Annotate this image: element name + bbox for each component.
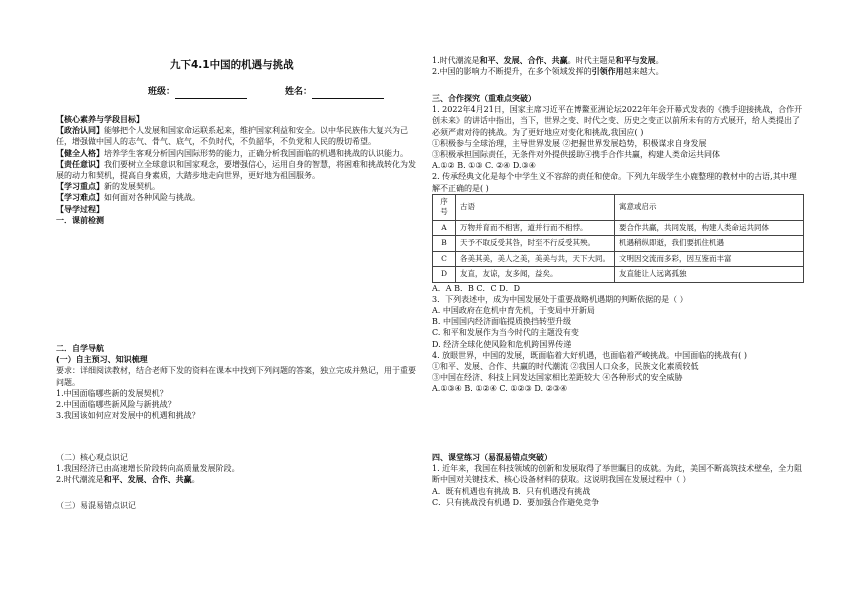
name-label: 姓名： bbox=[285, 87, 313, 97]
preview-heading: (一）自主预习、知识梳理 bbox=[56, 355, 148, 365]
goals-heading: 【核心素养与学段目标】 bbox=[56, 115, 144, 124]
coop-heading: 三、合作探究（重难点突破） bbox=[432, 94, 536, 103]
core-point-1: 1.我国经济已由高速增长阶段转向高质量发展阶段。 bbox=[56, 464, 240, 474]
q1-options-2: ③积极承担国际责任，无条件对外提供援助④携手合作共赢，构建人类命运共同体 bbox=[432, 149, 720, 159]
preview-question-1: 1.中国面临哪些新的发展契机？ bbox=[56, 388, 168, 398]
q1-options-1: ①积极参与全球治理，主导世界发展 ②把握世界发展趋势，积极谋求自身发展 bbox=[432, 138, 707, 148]
goal-personality: 【健全人格】培养学生客观分析国内国际形势的能力，正确分析我国面临的机遇和挑战的认识能力。 bbox=[56, 147, 408, 158]
q3-option-c: C. 和平和发展作为当今时代的主题没有变 bbox=[432, 328, 579, 338]
class-field[interactable] bbox=[175, 89, 247, 99]
class-name-bar bbox=[148, 86, 422, 99]
q3-option-d: D. 经济全球化使风险和危机跨国界传递 bbox=[432, 339, 572, 349]
q1-choices: A.①② B. ①③ C. ②④ D.③④ bbox=[432, 161, 536, 171]
core-section bbox=[56, 452, 421, 486]
p1-line-1: A．既有机遇也有挑战 B．只有机遇没有挑战 bbox=[432, 486, 591, 496]
process-heading: 【导学过程】 bbox=[56, 204, 104, 214]
q4-line-1: ①和平、发展、合作、共赢的时代潮流 ②我国人口众多，民族文化素质较低 bbox=[432, 362, 699, 371]
table-header: 序号 古语 寓意或启示 bbox=[433, 194, 804, 220]
confuse-point-2: 2.中国的影响力不断提升，在多个领域发挥的引领作用越来越大。 bbox=[432, 66, 664, 77]
page-title: 九下4.1中国的机遇与挑战 bbox=[170, 59, 294, 71]
goal-responsibility: 【责任意识】我们要树立全球意识和国家观念，要增强信心，运用自身的智慧，将困难和挑战转化为发展的动力和契机，提高自身素质，大踏步地走向世界，更好地为祖国服务。 bbox=[56, 158, 416, 180]
confuse-section bbox=[56, 500, 421, 511]
q1-text: 1. 2022年4月21日，国家主席习近平在博鳌亚洲论坛2022年年会开幕式发表的《携手迎接挑战，合作开创未来》的讲话中指出，当下，世界之变、时代之变、历史之变正以前所未有的方式展开，给人类提出了必须严肃对待的挑战。为了更好地应对变化和挑战,我国应( ) bbox=[432, 105, 803, 137]
q4-choices: A.①③④ B. ①②④ C. ①②③ D. ②③④ bbox=[432, 384, 568, 394]
preview-question-2: 2.中国面临哪些新风险与新挑战？ bbox=[56, 399, 176, 409]
self-study-section bbox=[56, 343, 421, 421]
q3-option-a: A. 中国政府在危机中育先机，于变局中开新局 bbox=[432, 306, 595, 316]
q3-text: 3．下列表述中，成为中国发展处于重要战略机遇期的判断依据的是（ ） bbox=[432, 294, 688, 304]
class-label: 班级： bbox=[148, 87, 176, 97]
q2-choices: A．A B．B C．C D．D bbox=[432, 283, 521, 293]
goal-political: 【政治认同】能够把个人发展和国家命运联系起来，维护国家利益和安全。以中华民族伟大复兴为己任，增强做中国人的志气、骨气、底气，不负时代，不负韶华，不负党和人民的殷切希望。 bbox=[56, 125, 408, 147]
table-row: C 各美其美，美人之美，美美与共，天下大同。 文明因交流而多彩，因互鉴而丰富 bbox=[433, 251, 804, 267]
goals-section bbox=[56, 114, 421, 226]
coop-section bbox=[432, 93, 804, 395]
preview-question-3: 3.我国该如何应对发展中的机遇和挑战？ bbox=[56, 411, 200, 421]
pre-check-heading: 一．课前检测 bbox=[56, 215, 104, 225]
practice-heading: 四、课堂练习（易混易错点突破） bbox=[432, 453, 552, 462]
self-study-heading: 二．自学导航 bbox=[56, 344, 104, 353]
goal-difficulty: 【学习难点】如何面对各种风险与挑战。 bbox=[56, 192, 200, 203]
table-row: B 天予不取反受其咎，时至不行反受其殃。 机遇稍纵即逝，我们要抓住机遇 bbox=[433, 236, 804, 252]
preview-requirement: 要求：详细阅读教材，结合老师下发的资料在课本中找到下列问题的答案，独立完成并熟记，用于重要问题。 bbox=[56, 366, 416, 387]
q2-text: 2. 传承经典文化是每个中学生义不容辞的责任和使命。下列九年级学生小鹿整理的教材中的古语,其中理解不正确的是( ) bbox=[432, 172, 797, 193]
confuse-points bbox=[432, 55, 804, 77]
q3-option-b: B. 中国国内经济面临提质换挡转型升级 bbox=[432, 317, 571, 327]
practice-section bbox=[432, 452, 804, 508]
q4-line-2: ③中国在经济、科技上同发达国家相比差距较大 ④各种形式的安全威胁 bbox=[432, 373, 683, 383]
core-heading: （二）核心观点识记 bbox=[56, 453, 128, 462]
goal-key-point: 【学习重点】新的发展契机。 bbox=[56, 181, 160, 192]
proverb-table bbox=[432, 194, 804, 283]
core-point-2: 2.时代潮流是和平、发展、合作、共赢。 bbox=[56, 474, 200, 485]
q4-text: 4. 放眼世界，中国的发展，既面临着大好机遇，也面临着严峻挑战。中国面临的挑战有( ) bbox=[432, 350, 747, 360]
table-row: A 万物并育而不相害，道并行而不相悖。 要合作共赢，共同发展，构建人类命运共同体 bbox=[433, 220, 804, 236]
confuse-heading: （三）易混易错点识记 bbox=[56, 501, 136, 510]
table-row: D 友直，友谅，友多闻，益矣。 友直能让人远离孤独 bbox=[433, 267, 804, 283]
name-field[interactable] bbox=[312, 89, 384, 99]
p1-line-2: C．只有挑战没有机遇 D．要加强合作避免竞争 bbox=[432, 497, 600, 507]
confuse-point-1: 1.时代潮流是和平、发展、合作、共赢。时代主题是和平与发展。 bbox=[432, 55, 664, 65]
p1-text: 1. 近年来，我国在科技领域的创新和发展取得了举世瞩目的成就。为此，美国不断高筑技术壁垒，全力阻断中国对关键技术、核心设备材料的获取。这说明我国在发展过程中（ ） bbox=[432, 464, 803, 485]
